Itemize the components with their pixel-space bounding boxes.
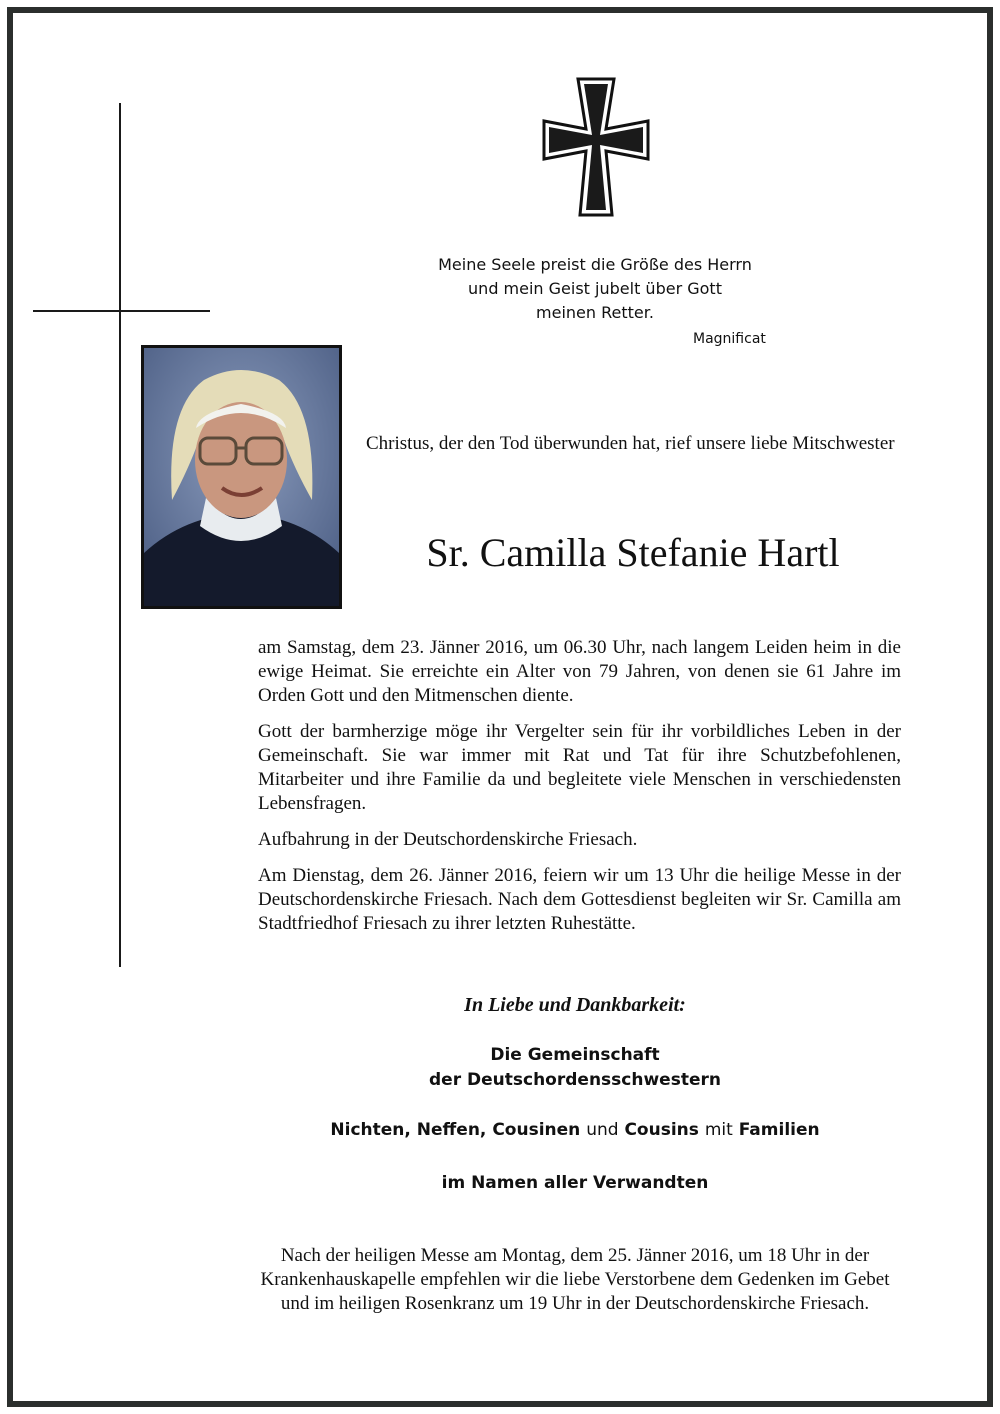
relatives-word: Nichten, xyxy=(330,1120,411,1140)
on-behalf-line: im Namen aller Verwandten xyxy=(441,1173,709,1193)
verse-line: Meine Seele preist die Größe des Herrn xyxy=(438,255,752,274)
footer-line: und im heiligen Rosenkranz um 19 Uhr in der Deutschordenskirche Friesach. xyxy=(280,1293,870,1314)
verse-source: Magnificat xyxy=(693,331,766,347)
bible-verse xyxy=(380,253,810,325)
footer-notice xyxy=(180,1244,970,1316)
line-cross-icon-vertical xyxy=(119,103,121,967)
relatives-word: und xyxy=(586,1120,619,1140)
relatives-word: Cousins xyxy=(624,1120,699,1140)
obituary-body xyxy=(258,636,901,948)
body-paragraph: Aufbahrung in der Deutschordenskirche Friesach. xyxy=(258,829,638,850)
relatives-signature xyxy=(250,1120,900,1140)
intro-text: Christus, der den Tod überwunden hat, rief unsere liebe Mitschwester xyxy=(366,433,895,454)
portrait-photo xyxy=(141,345,342,609)
relatives-word: Familien xyxy=(738,1120,820,1140)
deceased-name: Sr. Camilla Stefanie Hartl xyxy=(426,530,840,575)
relatives-word: mit xyxy=(704,1120,733,1140)
community-line: der Deutschordensschwestern xyxy=(429,1070,721,1090)
body-paragraph: Gott der barmherzige möge ihr Vergelter sein für ihr vorbildliches Leben in der Gemeinschaft. Sie war immer mit Rat und Tat für ihre Schutzbefohlenen, Mitarbeiter und ihre Familie da und begleitete viele Menschen in verschiedensten Lebensfragen. xyxy=(258,721,901,814)
footer-line: Krankenhauskapelle empfehlen wir die liebe Verstorbene dem Gedenken im Gebet xyxy=(260,1269,890,1290)
verse-line: meinen Retter. xyxy=(536,303,654,322)
thanks-heading: In Liebe und Dankbarkeit: xyxy=(464,994,686,1016)
community-line: Die Gemeinschaft xyxy=(490,1045,660,1065)
body-paragraph: am Samstag, dem 23. Jänner 2016, um 06.30 Uhr, nach langem Leiden heim in die ewige Heimat. Sie erreichte ein Alter von 79 Jahren, von denen sie 61 Jahre im Orden Gott und den Mitmenschen diente. xyxy=(258,637,901,706)
line-cross-icon-horizontal xyxy=(33,310,210,312)
teutonic-cross-icon xyxy=(540,75,652,220)
body-paragraph: Am Dienstag, dem 26. Jänner 2016, feiern wir um 13 Uhr die heilige Messe in der Deutschordenskirche Friesach. Nach dem Gottesdienst begleiten wir Sr. Camilla am Stadtfriedhof Friesach zu ihrer letzten Ruhestätte. xyxy=(258,865,901,934)
footer-line: Nach der heiligen Messe am Montag, dem 25. Jänner 2016, um 18 Uhr in der xyxy=(280,1245,870,1266)
verse-line: und mein Geist jubelt über Gott xyxy=(468,279,722,298)
portrait-image xyxy=(144,348,339,606)
relatives-word: Cousinen xyxy=(492,1120,581,1140)
community-signature xyxy=(250,1043,900,1093)
relatives-word: Neffen, xyxy=(416,1120,487,1140)
